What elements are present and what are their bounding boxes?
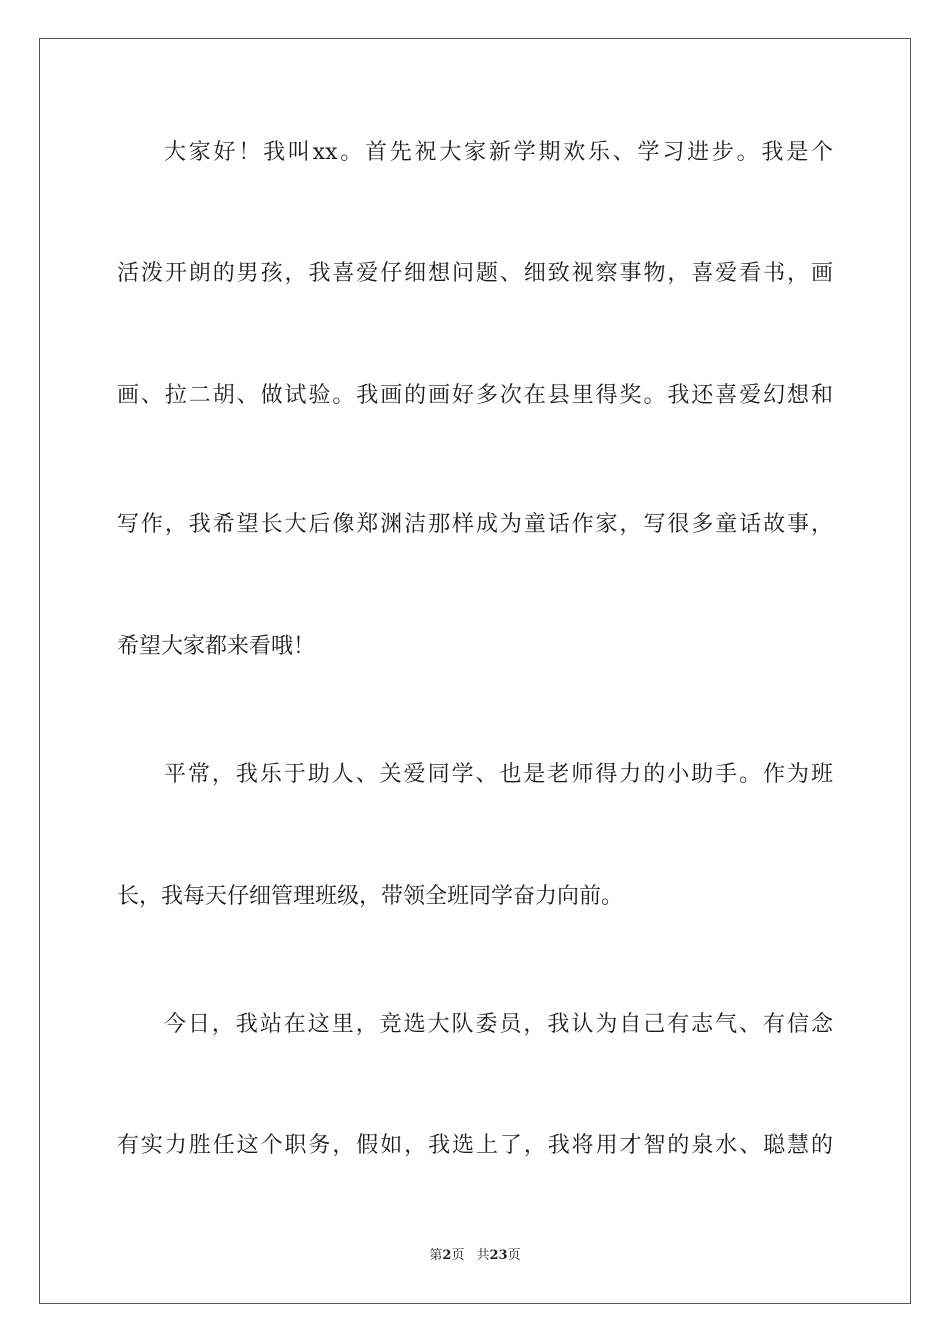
footer-page-suffix: 页 [451,1248,465,1263]
paragraph-line: 大家好！我叫xx。首先祝大家新学期欢乐、学习进步。我是个 [164,140,833,165]
footer-total-pages: 23 [489,1248,508,1263]
paragraph-line: 平常，我乐于助人、关爱同学、也是老师得力的小助手。作为班 [164,762,833,787]
paragraph-line: 希望大家都来看哦！ [117,634,316,659]
footer-page-number: 2 [442,1248,452,1263]
paragraph-line: 长，我每天仔细管理班级，带领全班同学奋力向前。 [117,884,624,909]
footer-total-suffix: 页 [507,1248,521,1263]
page-footer [0,1246,950,1266]
paragraph-line: 画、拉二胡、做试验。我画的画好多次在县里得奖。我还喜爱幻想和 [117,383,833,408]
paragraph-line: 活泼开朗的男孩，我喜爱仔细想问题、细致视察事物，喜爱看书，画 [117,261,833,286]
footer-page-prefix: 第 [429,1248,443,1263]
footer-total-prefix: 共 [476,1248,490,1263]
page-frame [39,38,911,1304]
paragraph-line: 今日，我站在这里，竞选大队委员，我认为自己有志气、有信念 [164,1012,833,1037]
paragraph-line: 有实力胜任这个职务，假如，我选上了，我将用才智的泉水、聪慧的 [117,1133,833,1158]
paragraph-line: 写作，我希望长大后像郑渊洁那样成为童话作家，写很多童话故事， [117,512,833,537]
